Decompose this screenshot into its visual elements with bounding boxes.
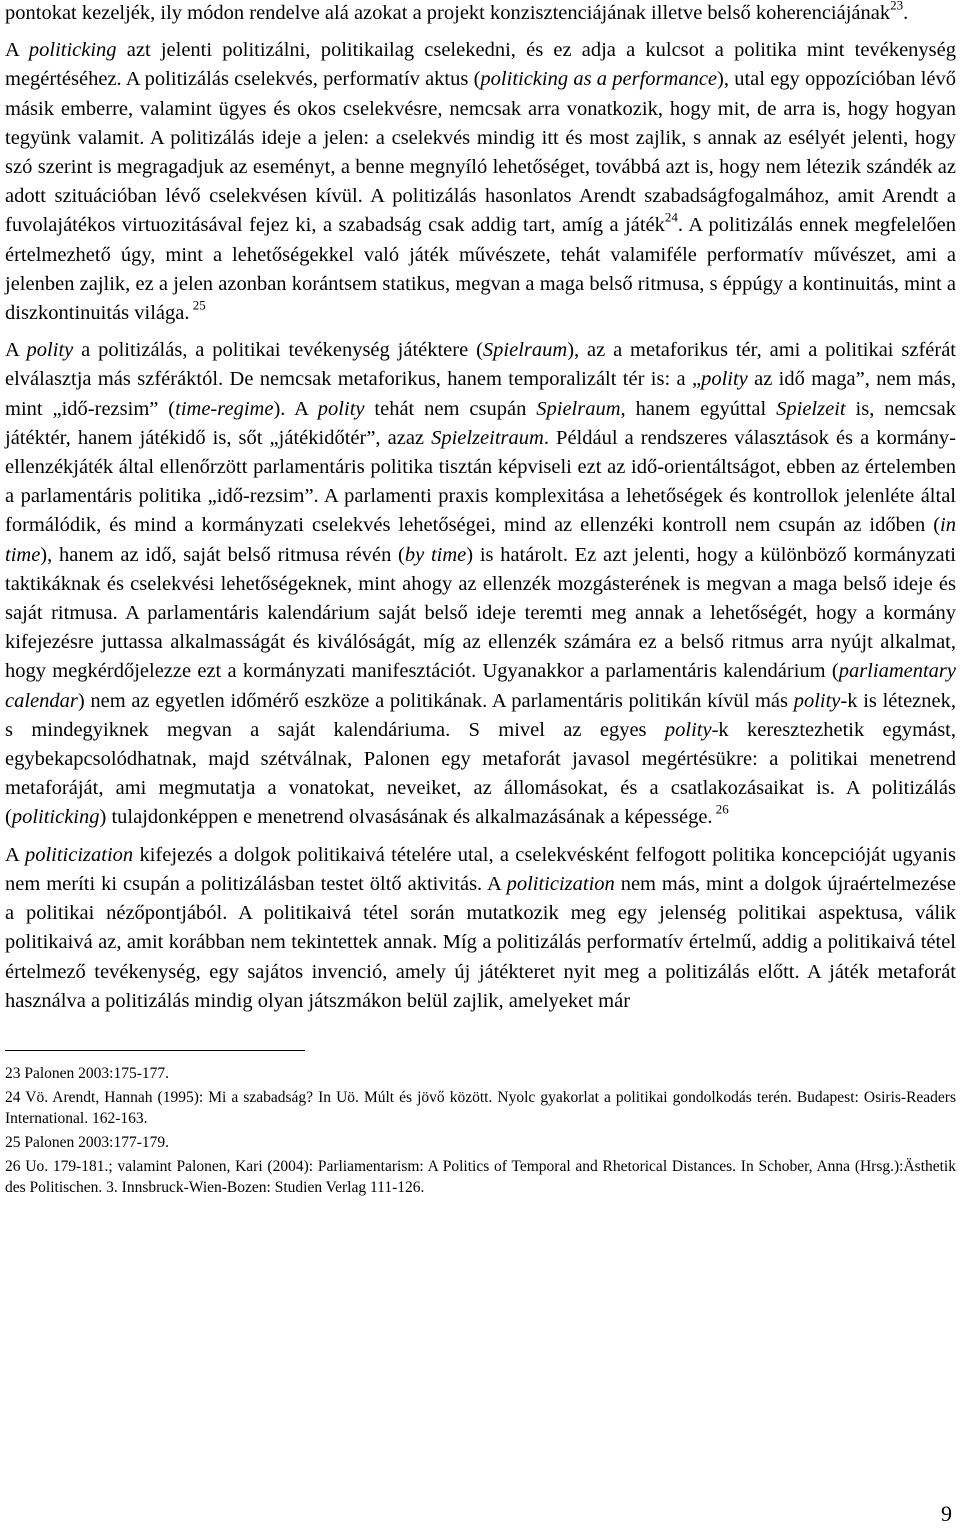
text-run: -k is léteznek, s mindegyiknek megvan a saját kalendáriuma. S mivel az egyes: [5, 689, 956, 741]
text-run: kifejezés a dolgok politikaivá tételére utal, a cselekvésként felfogott politika koncepcióját ugyanis nem meríti ki csupán a politizálásban testet öltő aktivitás. A: [5, 843, 956, 895]
footnote: 23 Palonen 2003:175-177.: [5, 1064, 170, 1082]
text-run: polity: [26, 339, 74, 362]
text-run: ), az a metaforikus tér, ami a politikai szférát elválasztja más szféráktól. De nemcsak metaforikus, hanem temporalizált tér is: a „: [5, 339, 956, 391]
paragraph: [5, 0, 956, 28]
text-run: by time: [404, 543, 467, 566]
paragraph: [5, 841, 956, 1016]
footnote: 26 Uo. 179-181.; valamint Palonen, Kari (2004): Parliamentarism: A Politics of Temporal and Rhetorical Distances. In Schober, Anna (Hrsg.):Ästhetik des Politischen. 3. Innsbruck-Wien-Bozen: Studien Verlag 111-126.: [5, 1157, 956, 1196]
text-run: ) is határolt. Ez azt jelenti, hogy a különböző kormányzati taktikáknak és cselekvési lehetőségeknek, mint ahogy az ellenzék mozgásterének is megvan a maga belső ideje és saját ritmusa. A parlamentáris kalendárium saját belső ideje teremti meg annak a lehetőségét, hogy a kormány kifejezésre juttassa alkalmasságát és kiválóságát, míg az ellenzék számára ez a belső ritmus arra nyújt alkalmat, hogy megkérdőjelezze ezt a kormányzati manifesztációt. Ugyanakkor a parlamentáris kalendárium (: [5, 543, 956, 683]
body-text: [5, 0, 956, 1016]
text-run: politicking: [28, 39, 117, 62]
text-run: politicization: [506, 872, 615, 895]
footnote-reference: 24: [664, 209, 678, 225]
footnote-reference: 26: [712, 801, 729, 817]
text-run: Spielzeitraum: [431, 426, 544, 449]
text-run: time-regime: [175, 397, 274, 420]
text-run: ), hanem az idő, saját belső ritmusa révén (: [40, 543, 405, 566]
text-run: polity: [701, 368, 748, 391]
text-run: ) nem az egyetlen időmérő eszköze a politikának. A parlamentáris politikán kívül más: [77, 689, 794, 712]
text-run: politicking: [11, 806, 100, 829]
text-run: polity: [317, 397, 365, 420]
text-run: Spielraum: [536, 397, 621, 420]
page-number: 9: [941, 1501, 952, 1526]
text-run: parliamentary calendar: [5, 660, 956, 712]
text-run: a politizálás, a politikai tevékenység játéktere (: [73, 339, 483, 362]
text-run: . Például a rendszeres választások és a kormány-ellenzékjáték által ellenőrzött parlamentáris politika tisztán képviseli ezt az idő-orientáltságot, ebben az értelemben a parlamentáris politika „idő-rezsim”. A parlamenti praxis komplexitása a lehetőségek és kontrollok jelenléte által formálódik, és mind a kormányzati cselekvés lehetőségei, mind az ellenzéki kontroll nem csupán az időben (: [5, 426, 956, 537]
paragraph: [5, 336, 956, 832]
text-run: ), utal egy oppozícióban lévő másik emberre, valamint ügyes és okos cselekvésre, nemcsak arra vonatkozik, hogy mit, de arra is, hogy hogyan tegyünk valamit. A politizálás ideje a jelen: a cselekvés mindig itt és most zajlik, s annak az esélyét jelenti, hogy szó szerint is megragadjuk az eseményt, a benne megnyíló lehetőséget, továbbá azt is, hogy nem létezik szándék az adott szituációban lévő cselekvésen kívül. A politizálás hasonlatos Arendt szabadságfogalmához, amit Arendt a fuvolajátékos virtuozitásával fejez ki, a szabadság csak addig tart, amíg a játék: [5, 68, 957, 237]
text-run: politicization: [24, 843, 134, 866]
text-run: tehát nem csupán: [364, 397, 537, 420]
text-run: polity: [793, 689, 841, 712]
text-run: az idő maga”, nem más, mint „idő-rezsim” (: [5, 368, 956, 420]
text-run: is, nemcsak játéktér, hanem játékidő is, sőt „játékidőtér”, azaz: [5, 397, 956, 449]
text-run: A: [5, 39, 29, 62]
footnote-reference: 25: [189, 297, 206, 313]
document-page: [5, 0, 956, 1201]
text-run: Spielzeit: [776, 397, 846, 420]
text-run: pontokat kezeljék, ily módon rendelve alá azokat a projekt konzisztenciájának illetve belső koherenciájának: [5, 2, 891, 24]
text-run: politicking as a performance: [480, 68, 718, 91]
text-run: nem más, mint a dolgok újraértelmezése a politikai nézőpontjából. A politikaivá tétel során mutatkozik meg egy jelenség politikai aspektusa, válik politikaivá az, amit korábban nem tekintettek annak. Míg a politizálás performatív értelmű, addig a politikaivá tétel értelmező tevékenység, egy sajátos invenció, amely új játékteret nyit meg a politizálás előtt. A játék metaforát használva a politizálás mindig olyan játszmákon belül zajlik, amelyeket már: [5, 872, 956, 1012]
text-run: ) tulajdonképpen e menetrend olvasásának és alkalmazásának a képessége.: [99, 806, 713, 829]
text-run: , hanem egyúttal: [620, 397, 777, 420]
text-run: A: [5, 843, 25, 866]
text-run: in time: [5, 514, 956, 566]
text-run: Spielraum: [482, 339, 568, 362]
text-run: .: [903, 2, 909, 24]
footnote: 25 Palonen 2003:177-179.: [5, 1133, 170, 1151]
footnote-separator: [5, 1050, 305, 1051]
text-run: ). A: [273, 397, 318, 420]
footnote: 24 Vö. Arendt, Hannah (1995): Mi a szabadság? In Uö. Múlt és jövő között. Nyolc gyakorlat a politikai gondolkodás terén. Budapest: Osiris-Readers International. 162-163.: [5, 1088, 956, 1127]
footnotes: [5, 1063, 956, 1198]
text-run: A: [5, 339, 27, 362]
text-run: . A politizálás ennek megfelelően értelmezhető úgy, mint a lehetőségekkel való játék művészete, tehát valamiféle performatív művészet, ami a jelenben zajlik, ez a jelen azonban korántsem statikus, megvan a maga belső ritmusa, s éppúgy a kontinuitás, mint a diszkontinuitás világa.: [5, 214, 956, 325]
text-run: -k keresztezhetik egymást, egybekapcsolódhatnak, majd szétválnak, Palonen egy metaforát javasol megértésükre: a politikai menetrend metaforáját, ami megmutatja a vonatokat, neveiket, az állomásokat, és a csatlakozásaikat is. A politizálás (: [5, 718, 956, 829]
text-run: azt jelenti politizálni, politikailag cselekedni, és ez adja a kulcsot a politika mint tevékenység megértéséhez. A politizálás cselekvés, performatív aktus (: [5, 39, 956, 91]
text-run: polity: [664, 718, 712, 741]
paragraph: [5, 36, 956, 328]
footnote-reference: 23: [890, 0, 904, 13]
